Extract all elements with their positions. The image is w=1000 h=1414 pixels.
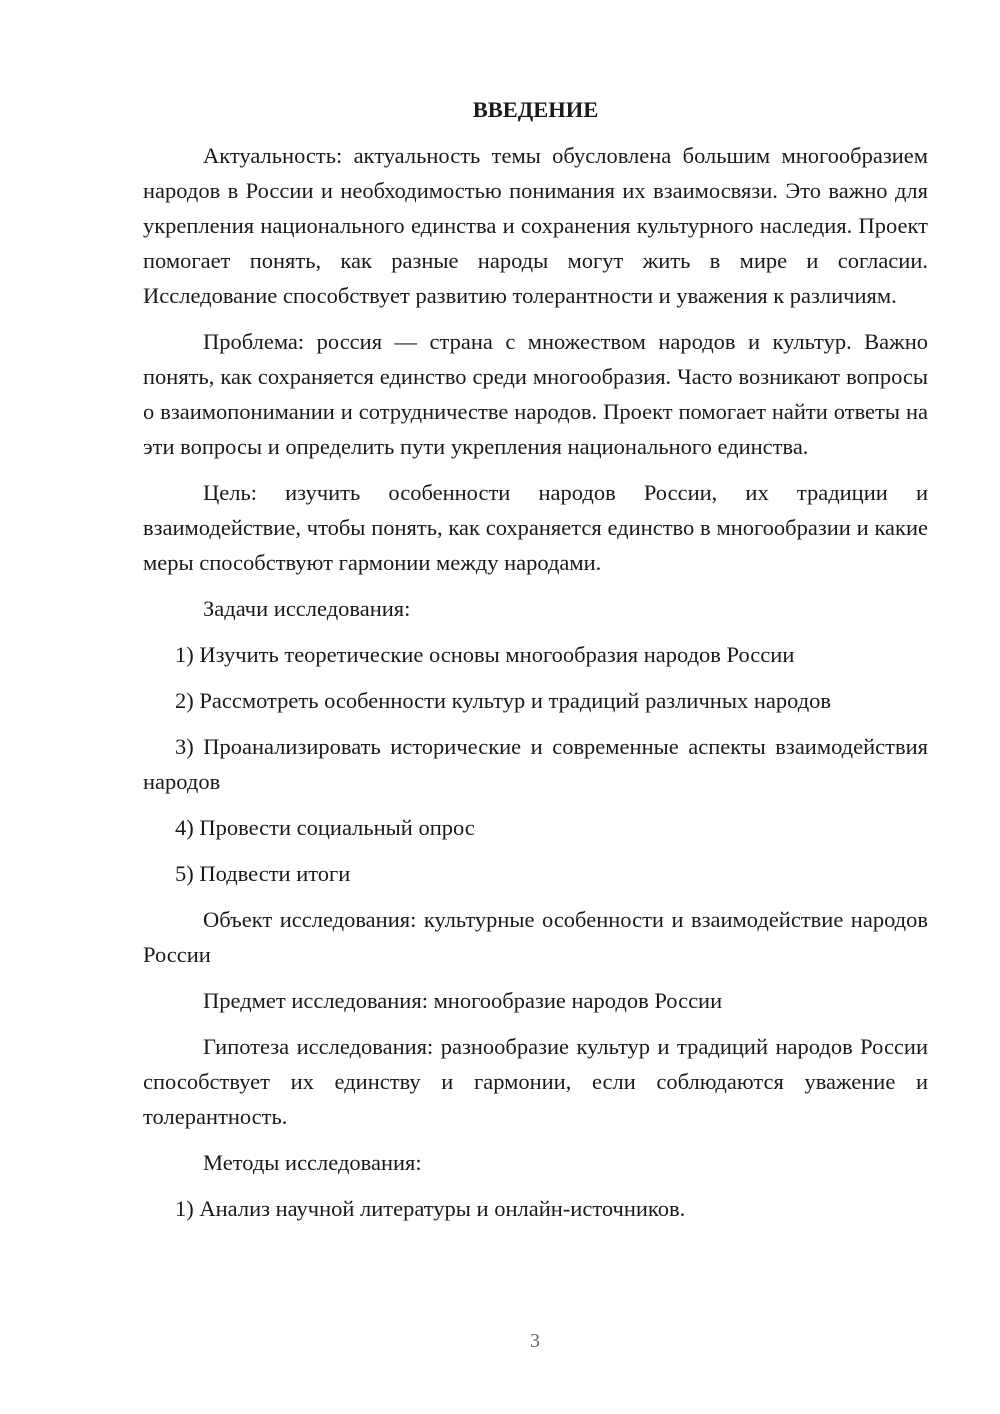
- hypothesis-paragraph: Гипотеза исследования: разнообразие культур и традиций народов России способствует их единству и гармонии, если соблюдаются уважение и толерантность.: [143, 1034, 928, 1129]
- tasks-heading: Задачи исследования:: [203, 596, 411, 621]
- problem-paragraph: Проблема: россия — страна с множеством народов и культур. Важно понять, как сохраняется единство среди многообразия. Часто возникают вопросы о взаимопонимании и сотрудничестве народов. Проект помогает найти ответы на эти вопросы и определить пути укрепления национального единства.: [143, 329, 928, 459]
- relevance-paragraph: Актуальность: актуальность темы обусловлена большим многообразием народов в России и необходимостью понимания их взаимосвязи. Это важно для укрепления национального единства и сохранения культурного наследия. Проект помогает понять, как разные народы могут жить в мире и согласии. Исследование способствует развитию толерантности и уважения к различиям.: [143, 143, 928, 308]
- object-paragraph: Объект исследования: культурные особенности и взаимодействие народов России: [143, 907, 928, 967]
- subject-paragraph: Предмет исследования: многообразие народов России: [203, 988, 723, 1013]
- method-item-1: 1) Анализ научной литературы и онлайн-источников.: [175, 1196, 686, 1221]
- task-item-5: 5) Подвести итоги: [175, 861, 351, 886]
- section-title: ВВЕДЕНИЕ: [472, 97, 599, 122]
- task-item-1: 1) Изучить теоретические основы многообразия народов России: [175, 642, 795, 667]
- page-number: 3: [530, 1330, 540, 1352]
- methods-heading: Методы исследования:: [203, 1150, 422, 1175]
- goal-paragraph: Цель: изучить особенности народов России, их традиции и взаимодействие, чтобы понять, как сохраняется единство в многообразии и какие меры способствуют гармонии между народами.: [143, 480, 928, 575]
- task-item-2: 2) Рассмотреть особенности культур и традиций различных народов: [175, 688, 832, 713]
- task-item-4: 4) Провести социальный опрос: [175, 815, 475, 840]
- document-page: [143, 92, 928, 1237]
- task-item-3: 3) Проанализировать исторические и современные аспекты взаимодействия народов: [143, 734, 928, 794]
